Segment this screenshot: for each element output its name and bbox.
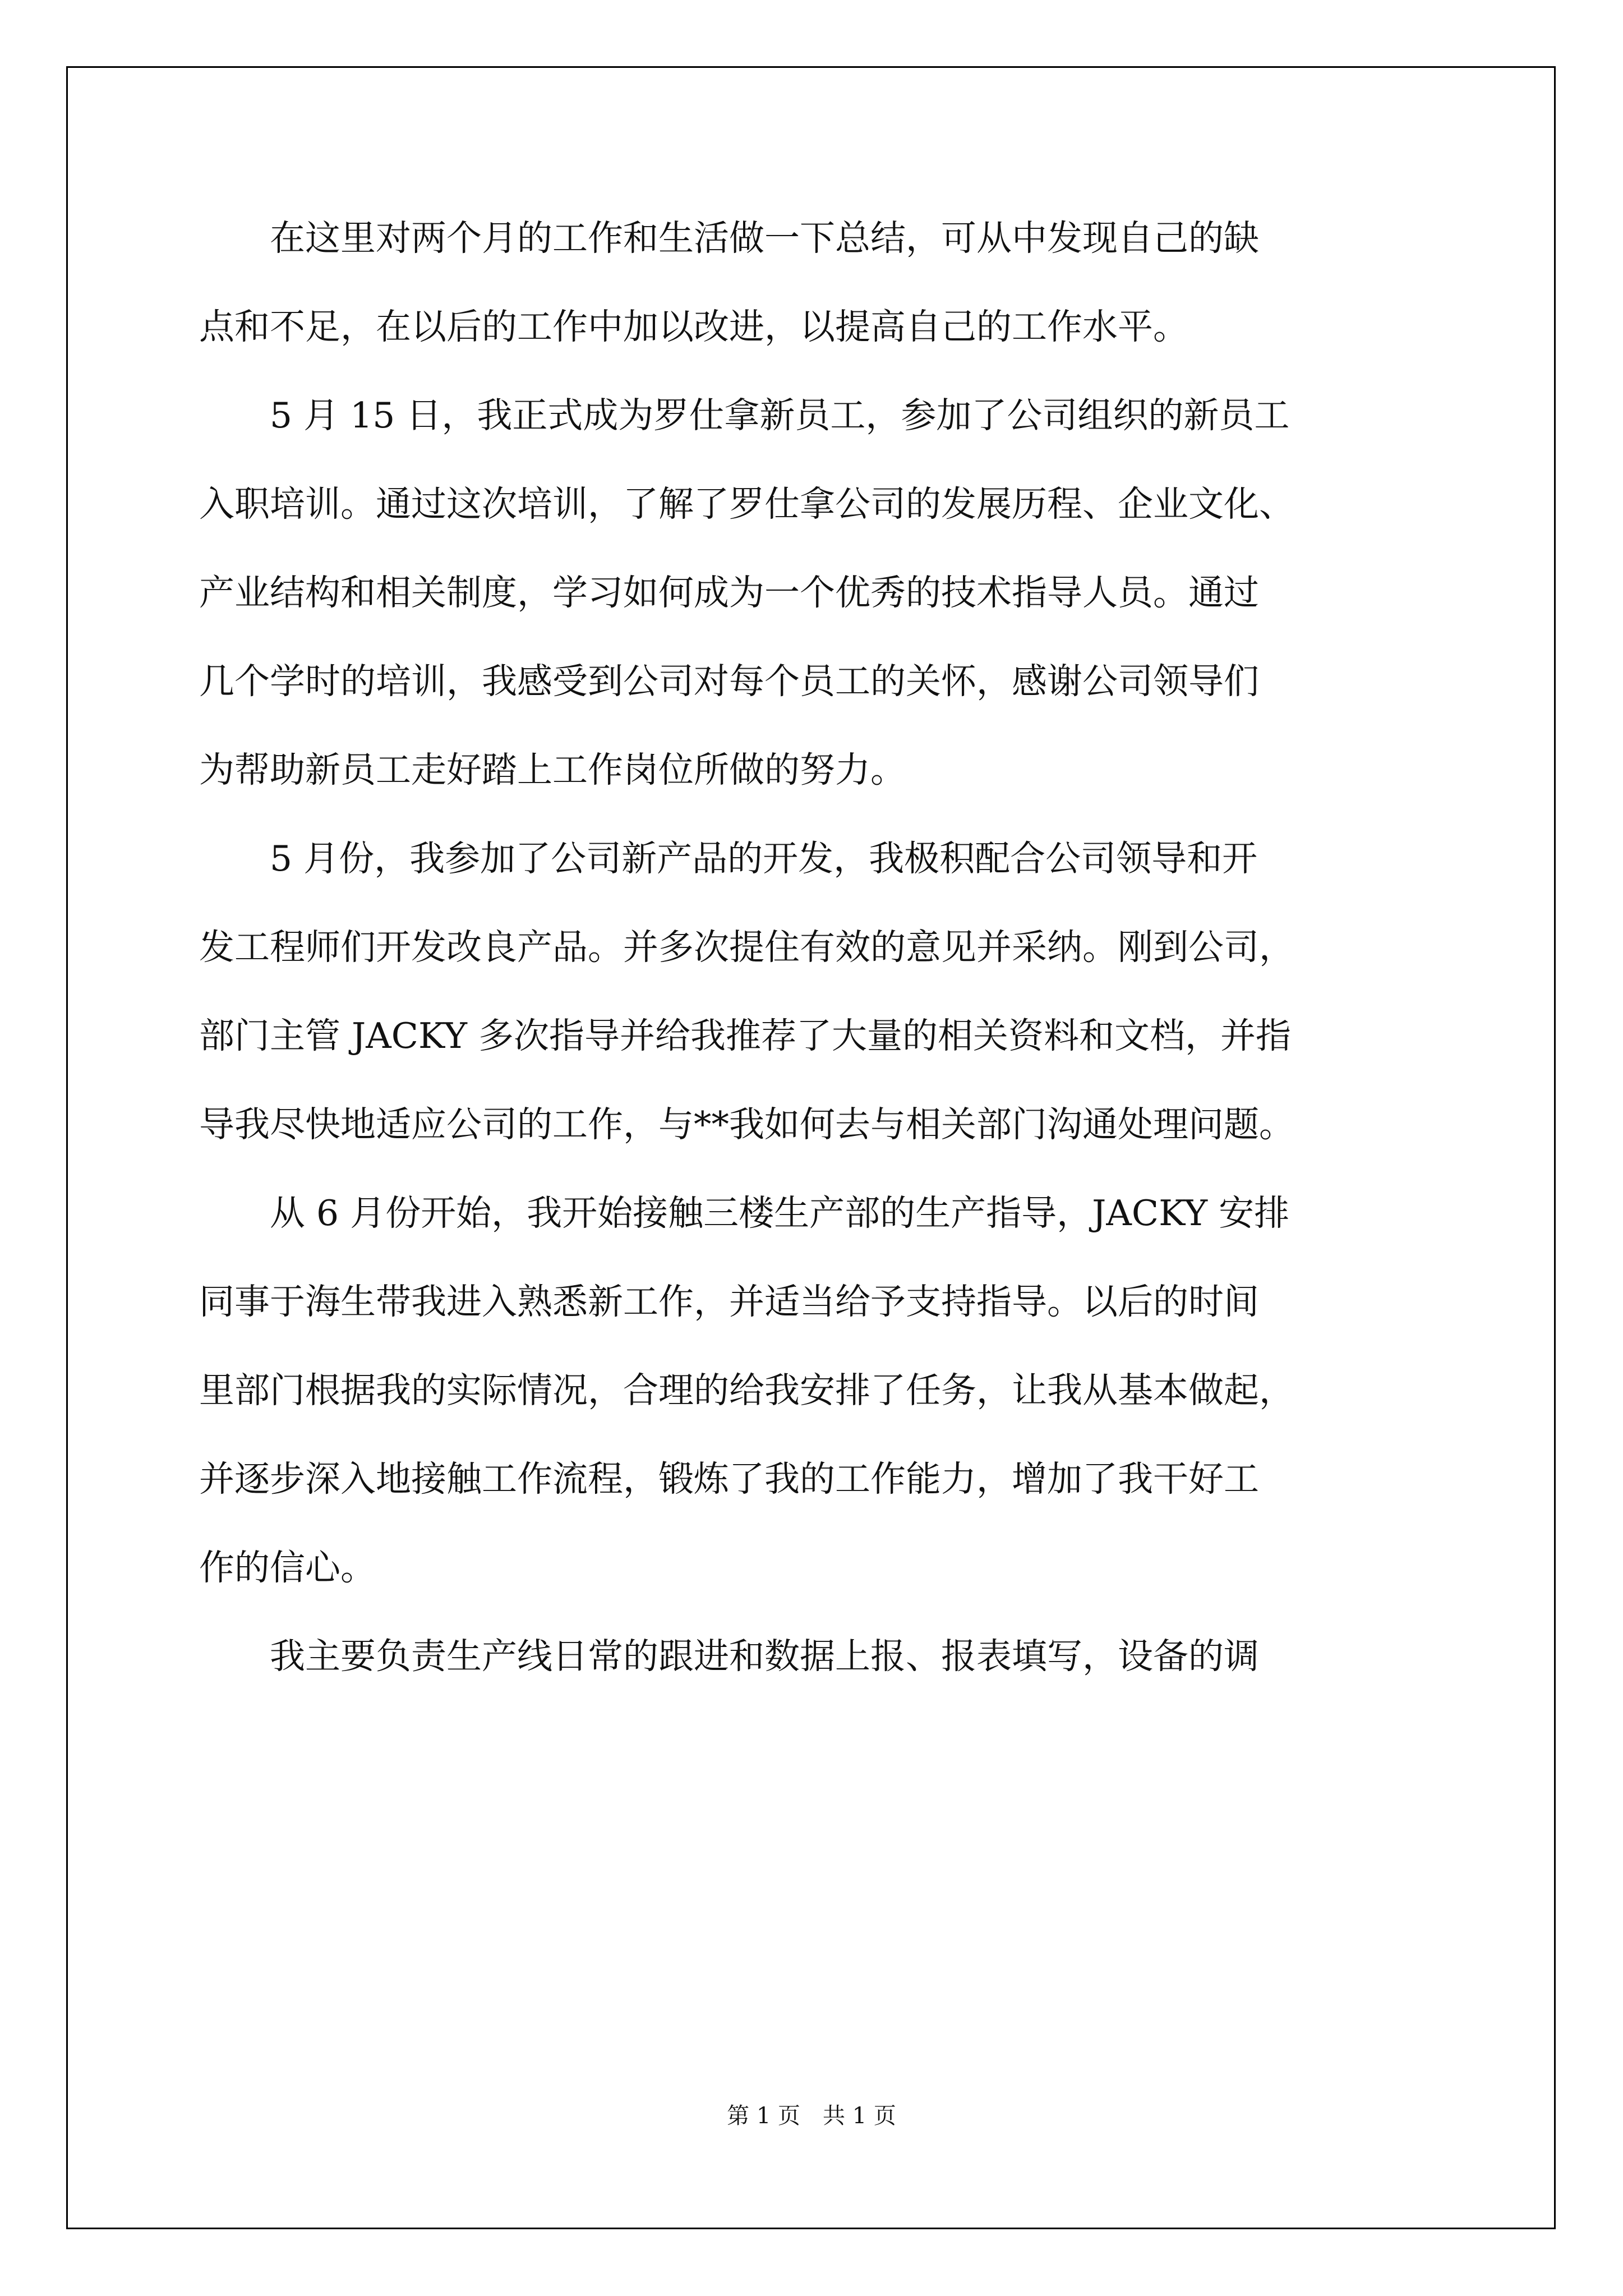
text-line: 里部门根据我的实际情况，合理的给我安排了任务，让我从基本做起， [199,1370,1294,1411]
text-line: 产业结构和相关制度，学习如何成为一个优秀的技术指导人员。通过 [199,572,1259,613]
text-line: 我主要负责生产线日常的跟进和数据上报、报表填写，设备的调 [199,1636,1259,1677]
text-line: 点和不足，在以后的工作中加以改进，以提高自己的工作水平。 [199,306,1188,347]
text-line: 5 月 15 日，我正式成为罗仕拿新员工，参加了公司组织的新员工 [199,395,1290,436]
text-line: 5 月份，我参加了公司新产品的开发，我极积配合公司领导和开 [199,838,1258,879]
text-line: 入职培训。通过这次培训，了解了罗仕拿公司的发展历程、企业文化、 [199,484,1294,524]
text-line: 从 6 月份开始，我开始接触三楼生产部的生产指导，JACKY 安排 [199,1193,1290,1234]
text-line: 作的信心。 [199,1547,376,1588]
text-line: 导我尽快地适应公司的工作，与**我如何去与相关部门沟通处理问题。 [199,1104,1294,1145]
text-line: 部门主管 JACKY 多次指导并给我推荐了大量的相关资料和文档，并指 [199,1015,1291,1056]
text-line: 并逐步深入地接触工作流程，锻炼了我的工作能力，增加了我干好工 [199,1458,1259,1499]
page-footer: 第 1 页 共 1 页 [727,2103,896,2129]
text-line: 几个学时的培训，我感受到公司对每个员工的关怀，感谢公司领导们 [199,661,1259,702]
text-line: 同事于海生带我进入熟悉新工作，并适当给予支持指导。以后的时间 [199,1281,1259,1322]
text-line: 在这里对两个月的工作和生活做一下总结，可从中发现自己的缺 [199,218,1259,259]
text-line: 为帮助新员工走好踏上工作岗位所做的努力。 [199,749,906,790]
text-line: 发工程师们开发改良产品。并多次提住有效的意见并采纳。刚到公司， [199,927,1294,968]
